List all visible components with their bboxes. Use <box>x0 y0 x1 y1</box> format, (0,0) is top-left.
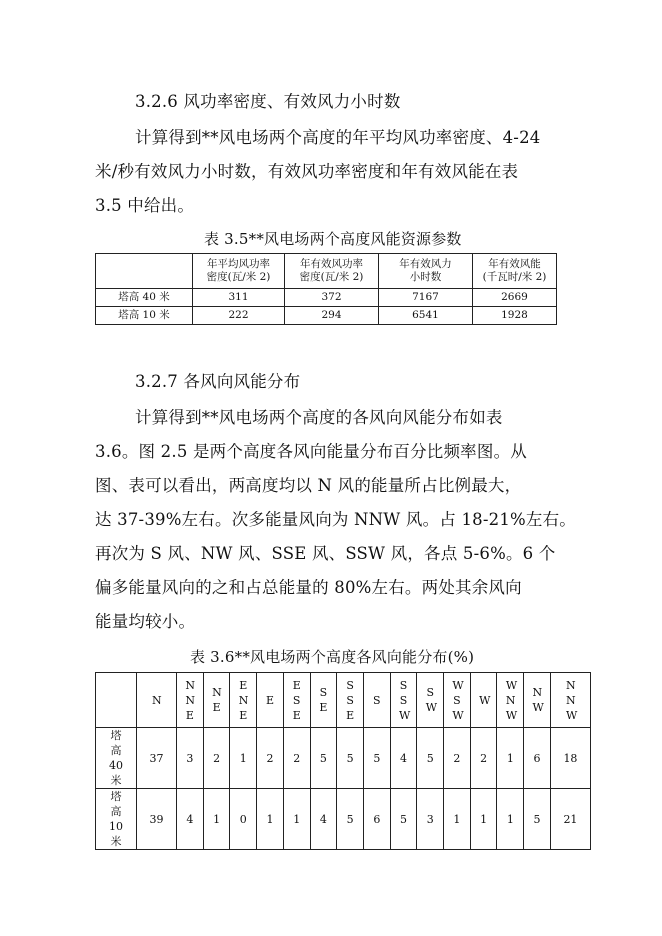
header-cell: 年有效风力 小时数 <box>379 254 473 289</box>
table-3-6 <box>95 672 591 850</box>
direction-header-cell: SSE <box>337 673 364 728</box>
direction-header-cell: ENE <box>230 673 257 728</box>
table-cell: 4 <box>390 728 417 789</box>
table-cell: 1928 <box>473 307 557 325</box>
row-label: 塔高 10 米 <box>96 307 193 325</box>
table-cell: 5 <box>337 728 364 789</box>
paragraph-line: 达 37-39%左右。次多能量风向为 NNW 风。占 18-21%左右。 <box>95 510 577 529</box>
direction-header-cell: SW <box>417 673 444 728</box>
table-cell: 5 <box>337 789 364 850</box>
direction-header-cell: SSW <box>390 673 417 728</box>
row-label: 塔高 10 米 <box>96 789 137 850</box>
table-cell: 5 <box>310 728 337 789</box>
table-cell: 37 <box>137 728 177 789</box>
row-label: 塔高 40 米 <box>96 728 137 789</box>
paragraph-line: 3.5 中给出。 <box>95 196 195 215</box>
table-cell: 5 <box>390 789 417 850</box>
direction-header-cell: W <box>470 673 497 728</box>
table-cell: 1 <box>470 789 497 850</box>
table-row <box>96 728 591 789</box>
table-cell: 2 <box>444 728 471 789</box>
table-cell: 2669 <box>473 289 557 307</box>
table-cell: 1 <box>257 789 284 850</box>
table-cell: 1 <box>283 789 310 850</box>
table-cell: 6 <box>524 728 551 789</box>
paragraph-line: 3.6。图 2.5 是两个高度各风向能量分布百分比频率图。从 <box>95 442 527 461</box>
header-cell: 年平均风功率 密度(瓦/米 2) <box>193 254 285 289</box>
section-heading-3-2-6: 3.2.6 风功率密度、有效风力小时数 <box>135 92 401 111</box>
section-heading-3-2-7: 3.2.7 各风向风能分布 <box>135 372 301 391</box>
table-cell: 5 <box>363 728 390 789</box>
table-row <box>96 307 557 325</box>
table-cell: 372 <box>285 289 379 307</box>
paragraph-line: 计算得到**风电场两个高度的年平均风功率密度、4-24 <box>135 128 541 147</box>
paragraph-line: 再次为 S 风、NW 风、SSE 风、SSW 风，各点 5-6%。6 个 <box>95 544 556 563</box>
table-cell: 294 <box>285 307 379 325</box>
table-cell: 1 <box>444 789 471 850</box>
table-row <box>96 289 557 307</box>
table-3-5 <box>95 253 557 325</box>
direction-header-cell: NW <box>524 673 551 728</box>
table-cell: 4 <box>310 789 337 850</box>
table-cell: 2 <box>283 728 310 789</box>
table-cell: 5 <box>524 789 551 850</box>
table-cell: 6541 <box>379 307 473 325</box>
header-cell: 年有效风能 (千瓦时/米 2) <box>473 254 557 289</box>
table-cell: 1 <box>203 789 230 850</box>
direction-header-cell: N <box>137 673 177 728</box>
table-header-row <box>96 673 591 728</box>
table-cell: 311 <box>193 289 285 307</box>
direction-header-cell: NNW <box>550 673 590 728</box>
paragraph-line: 图、表可以看出，两高度均以 N 风的能量所占比例最大， <box>95 476 522 495</box>
direction-header-cell: SE <box>310 673 337 728</box>
header-cell: 年有效风功率 密度(瓦/米 2) <box>285 254 379 289</box>
direction-header-cell: NE <box>203 673 230 728</box>
table-cell: 2 <box>470 728 497 789</box>
direction-header-cell: ESE <box>283 673 310 728</box>
direction-header-cell: S <box>363 673 390 728</box>
table-cell: 1 <box>497 789 524 850</box>
direction-header-cell: WNW <box>497 673 524 728</box>
table-row <box>96 789 591 850</box>
row-label: 塔高 40 米 <box>96 289 193 307</box>
table-cell: 222 <box>193 307 285 325</box>
table-cell: 0 <box>230 789 257 850</box>
header-cell-empty <box>96 673 137 728</box>
table-cell: 7167 <box>379 289 473 307</box>
table-3-5-caption: 表 3.5**风电场两个高度风能资源参数 <box>204 230 462 248</box>
direction-header-cell: NNE <box>177 673 204 728</box>
paragraph-line: 偏多能量风向的之和占总能量的 80%左右。两处其余风向 <box>95 578 522 597</box>
paragraph-line: 米/秒有效风力小时数，有效风功率密度和年有效风能在表 <box>95 162 519 181</box>
table-cell: 6 <box>363 789 390 850</box>
table-header-row <box>96 254 557 289</box>
direction-header-cell: WSW <box>444 673 471 728</box>
table-cell: 4 <box>177 789 204 850</box>
table-cell: 2 <box>257 728 284 789</box>
table-cell: 21 <box>550 789 590 850</box>
header-cell-empty <box>96 254 193 289</box>
table-cell: 39 <box>137 789 177 850</box>
paragraph-line: 计算得到**风电场两个高度的各风向风能分布如表 <box>135 408 503 427</box>
table-cell: 3 <box>177 728 204 789</box>
table-cell: 3 <box>417 789 444 850</box>
table-cell: 18 <box>550 728 590 789</box>
table-cell: 5 <box>417 728 444 789</box>
table-3-6-caption: 表 3.6**风电场两个高度各风向能分布(%) <box>190 648 475 666</box>
paragraph-line: 能量均较小。 <box>95 612 196 631</box>
table-cell: 1 <box>230 728 257 789</box>
table-cell: 2 <box>203 728 230 789</box>
direction-header-cell: E <box>257 673 284 728</box>
table-cell: 1 <box>497 728 524 789</box>
